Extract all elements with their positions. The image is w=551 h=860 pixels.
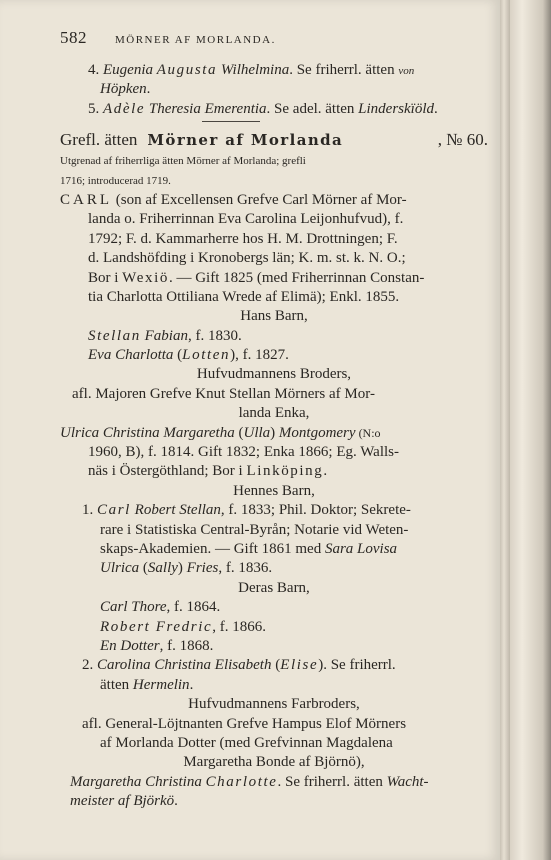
entry-line: 2. Carolina Christina Elisabeth (Elise). Se friherrl. (82, 657, 396, 674)
entry-line: ätten Hermelin. (100, 676, 194, 693)
entry-line: 1792; F. d. Kammarherre hos H. M. Drottningen; F. (88, 230, 398, 247)
section-divider (202, 121, 260, 122)
page-text (60, 28, 488, 811)
entry-line: Carl Thore, f. 1864. (100, 599, 221, 616)
page-edge (500, 0, 510, 860)
entry-line: näs i Östergöthland; Bor i Linköping. (88, 463, 328, 480)
entry-line: skaps-Akademien. — Gift 1861 med Sara Lovisa (100, 540, 398, 557)
entry-line: Eva Charlotta (Lotten), f. 1827. (88, 347, 289, 364)
family-name: Mörner af Morlanda (147, 131, 344, 150)
entry-line: afl. Majoren Grefve Knut Stellan Mörners af Mor- (72, 385, 375, 402)
section-heading: Grefl. ätten Mörner af Morlanda , № 60. (60, 128, 488, 152)
entry-line: Margaretha Bonde af Björnö), (183, 754, 365, 771)
entry-line: Bor i Wexiö. — Gift 1825 (med Friherrinnan Constan- (88, 269, 425, 286)
entry-line: Utgrenad af friherrliga ätten Mörner af Morlanda; grefli (60, 155, 306, 168)
entry-line: Höpken. (100, 81, 151, 98)
entry-line: Robert Fredric, f. 1866. (100, 618, 266, 635)
entry-line: landa Enka, (238, 405, 310, 422)
entry-line: 1960, B), f. 1814. Gift 1832; Enka 1866; Eg. Walls- (88, 444, 399, 461)
subheading: Deras Barn, (238, 579, 310, 596)
subheading: Hennes Barn, (233, 482, 315, 499)
page-number: 582 (60, 28, 87, 47)
entry-line: Ulrica Christina Margaretha (Ulla) Montgomery (N:o (60, 424, 381, 441)
entry-line: afl. General-Löjtnanten Grefve Hampus Elof Mörners (82, 715, 407, 732)
entry-line: meister af Björkö. (70, 793, 178, 810)
entry-line: CARL (son af Excellensen Grefve Carl Mörner af Mor- (60, 191, 407, 208)
entry-line: d. Landshöfding i Kronobergs län; K. m. st. k. N. O.; (88, 250, 406, 267)
page-header (60, 28, 488, 48)
running-title: MÖRNER AF MORLANDA. (115, 34, 276, 46)
entry-line: Stellan Fabian, f. 1830. (88, 327, 242, 344)
entry-line: af Morlanda Dotter (med Grefvinnan Magdalena (100, 734, 393, 751)
book-edge (510, 0, 551, 860)
entry-line: 1716; introducerad 1719. (60, 174, 171, 187)
entry-line: landa o. Friherrinnan Eva Carolina Leijonhufvud), f. (88, 211, 404, 228)
subheading: Hufvudmannens Farbroders, (188, 696, 360, 713)
entry-line: tia Charlotta Ottiliana Wrede af Elimä); Enkl. 1855. (88, 288, 400, 305)
entry-line: 1. Carl Robert Stellan, f. 1833; Phil. Doktor; Sekrete- (82, 502, 411, 519)
subheading: Hufvudmannens Broders, (196, 366, 352, 383)
entry-line: 4. Eugenia Augusta Wilhelmina. Se friherrl. ätten von (88, 62, 415, 78)
entry-line: En Dotter, f. 1868. (100, 637, 214, 654)
subheading: Hans Barn, (240, 308, 308, 325)
entry-line: 5. Adèle Theresia Emerentia. Se adel. ätten Linderskïöld. (88, 100, 438, 117)
entry-line: Margaretha Christina Charlotte. Se friherrl. ätten Wacht- (70, 773, 429, 790)
entry-line: rare i Statistiska Central-Byrån; Notarie vid Weten- (100, 521, 409, 538)
entry-line: Ulrica (Sally) Fries, f. 1836. (100, 560, 273, 577)
